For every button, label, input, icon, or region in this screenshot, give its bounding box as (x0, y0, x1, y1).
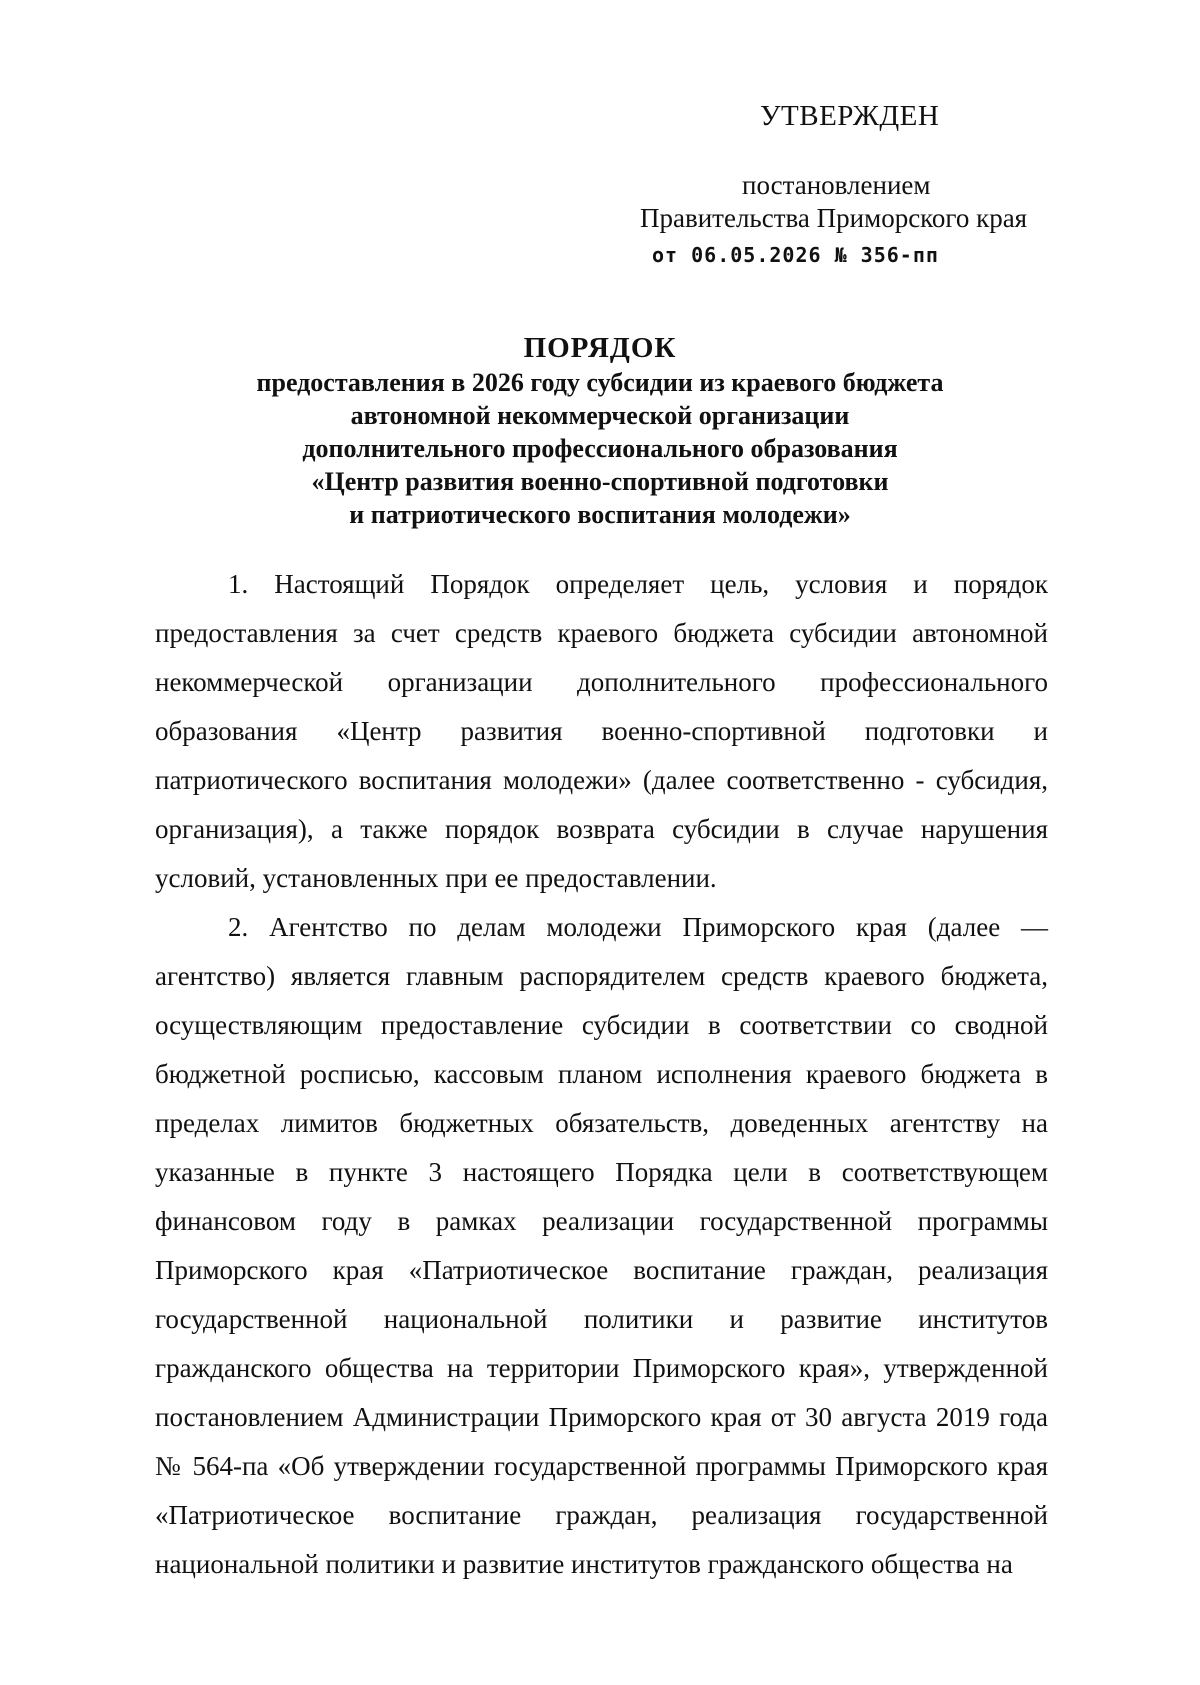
document-subtitle-line: автономной некоммерческой организации (350, 401, 850, 430)
approval-line-resolution: постановлением (742, 170, 931, 200)
approval-title: УТВЕРЖДЕН (760, 100, 940, 132)
document-subtitle-line: и патриотического воспитания молодежи» (349, 500, 851, 529)
document-title: ПОРЯДОК (523, 332, 677, 364)
paragraph-2: 2. Агентство по делам молодежи Приморского края (далее — агентство) является главным распорядителем средств краевого бюджета, осуществляющим предоставление субсидии в соответствии со сводной бюджетной росписью, кассовым планом исполнения краевого бюджета в пределах лимитов бюджетных обязательств, доведенных агентству на указанные в пункте 3 настоящего Порядка цели в соответствующем финансовом году в рамках реализации государственной программы Приморского края «Патриотическое воспитание граждан, реализация государственной национальной политики и развитие институтов гражданского общества на территории Приморского края», утвержденной постановлением Администрации Приморского края от 30 августа 2019 года № 564-па «Об утверждении государственной программы Приморского края «Патриотическое воспитание граждан, реализация государственной национальной политики и развитие институтов гражданского общества на (155, 912, 1048, 1579)
document-subtitle-line: предоставления в 2026 году субсидии из краевого бюджета (256, 368, 944, 397)
document-heading (150, 330, 1050, 531)
document-body (155, 560, 1048, 1589)
document-subtitle-line: дополнительного профессионального образования (302, 434, 898, 463)
paragraph-1: 1. Настоящий Порядок определяет цель, условия и порядок предоставления за счет средств краевого бюджета субсидии автономной некоммерческой организации дополнительного профессионального образования «Центр развития военно-спортивной подготовки и патриотического воспитания молодежи» (далее соответственно - субсидия, организация), а также порядок возврата субсидии в случае нарушения условий, установленных при ее предоставлении. (155, 569, 1048, 893)
approval-line-government: Правительства Приморского края (640, 203, 1028, 233)
document-subtitle-line: «Центр развития военно-спортивной подготовки (311, 467, 889, 496)
approval-date-number-stamp: от 06.05.2026 № 356-пп (652, 243, 939, 267)
